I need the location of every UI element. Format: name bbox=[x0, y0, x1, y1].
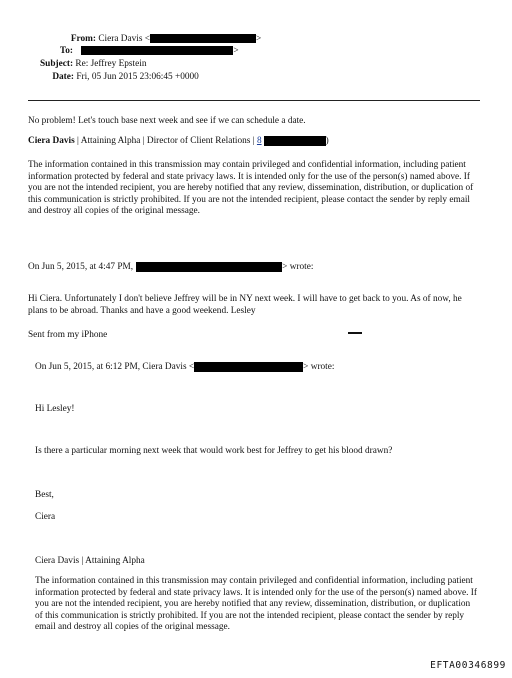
redaction-block bbox=[136, 262, 282, 272]
signature-phone-link[interactable]: 8 bbox=[256, 136, 262, 147]
redaction-block bbox=[264, 136, 326, 146]
quote1-sent-from: Sent from my iPhone bbox=[28, 330, 108, 340]
date-row bbox=[40, 72, 199, 83]
from-close: > bbox=[256, 34, 262, 44]
date-label: Date: bbox=[52, 72, 74, 82]
to-row bbox=[40, 46, 239, 57]
quote2-name: Ciera bbox=[35, 512, 56, 522]
quote2-closing: Best, bbox=[35, 490, 54, 500]
quote1-intro: On Jun 5, 2015, at 4:47 PM, bbox=[28, 262, 134, 273]
quote2-wrote: > wrote: bbox=[303, 362, 335, 373]
quote2-greeting: Hi Lesley! bbox=[35, 404, 75, 414]
from-row bbox=[40, 34, 261, 45]
signature-name: Ciera Davis bbox=[28, 136, 75, 147]
reply-disclaimer: The information contained in this transmission may contain privileged and confidential information, including patient information protected by federal and state privacy laws. It is intended only for the use of the person(s) named above. If you are not the intended recipient, you are hereby notified that any review, dissemination, distribution, or duplication of this communication is strictly prohibited. If you are not the intended recipient, please contact the sender by reply email and destroy all copies of the original message. bbox=[28, 160, 474, 217]
signature-details: | Attaining Alpha | Director of Client Relations | bbox=[74, 136, 257, 147]
to-close: > bbox=[233, 46, 239, 56]
quote2-intro-line bbox=[35, 362, 480, 374]
redaction-block bbox=[194, 362, 303, 372]
document-id: EFTA00346899 bbox=[430, 660, 506, 671]
reply-signature bbox=[28, 136, 476, 148]
to-label: To: bbox=[59, 46, 73, 56]
quote1-wrote: > wrote: bbox=[282, 262, 314, 273]
redaction-block bbox=[150, 34, 256, 43]
quote2-intro: On Jun 5, 2015, at 6:12 PM, Ciera Davis < bbox=[35, 362, 195, 373]
reply-body: No problem! Let's touch base next week and see if we can schedule a date. bbox=[28, 116, 306, 126]
from-label: From: bbox=[70, 34, 96, 44]
subject-value: Re: Jeffrey Epstein bbox=[75, 59, 147, 69]
signature-close: ) bbox=[325, 136, 329, 147]
header-divider bbox=[28, 100, 480, 101]
subject-row bbox=[40, 59, 146, 70]
quote2-signature: Ciera Davis | Attaining Alpha bbox=[35, 556, 145, 566]
from-value: Ciera Davis < bbox=[98, 34, 151, 44]
quote1-intro-line bbox=[28, 262, 476, 274]
quote2-disclaimer: The information contained in this transmission may contain privileged and confidential information, including patient information protected by federal and state privacy laws. It is intended only for the use of the person(s) named above. If you are not the intended recipient, you are hereby notified that any review, dissemination, distribution, or duplication of this communication is strictly prohibited. If you are not the intended recipient, please contact the sender by reply email and destroy all copies of the original message. bbox=[35, 576, 477, 633]
quote2-question: Is there a particular morning next week that would work best for Jeffrey to get his blood drawn? bbox=[35, 446, 393, 456]
separator-dash bbox=[348, 332, 362, 334]
redaction-block bbox=[81, 46, 233, 55]
subject-label: Subject: bbox=[40, 59, 74, 69]
quote1-body: Hi Ciera. Unfortunately I don't believe Jeffrey will be in NY next week. I will have to get back to you. As of now, he plans to be abroad. Thanks and have a good weekend. Lesley bbox=[28, 294, 462, 316]
date-value: Fri, 05 Jun 2015 23:06:45 +0000 bbox=[76, 72, 199, 82]
